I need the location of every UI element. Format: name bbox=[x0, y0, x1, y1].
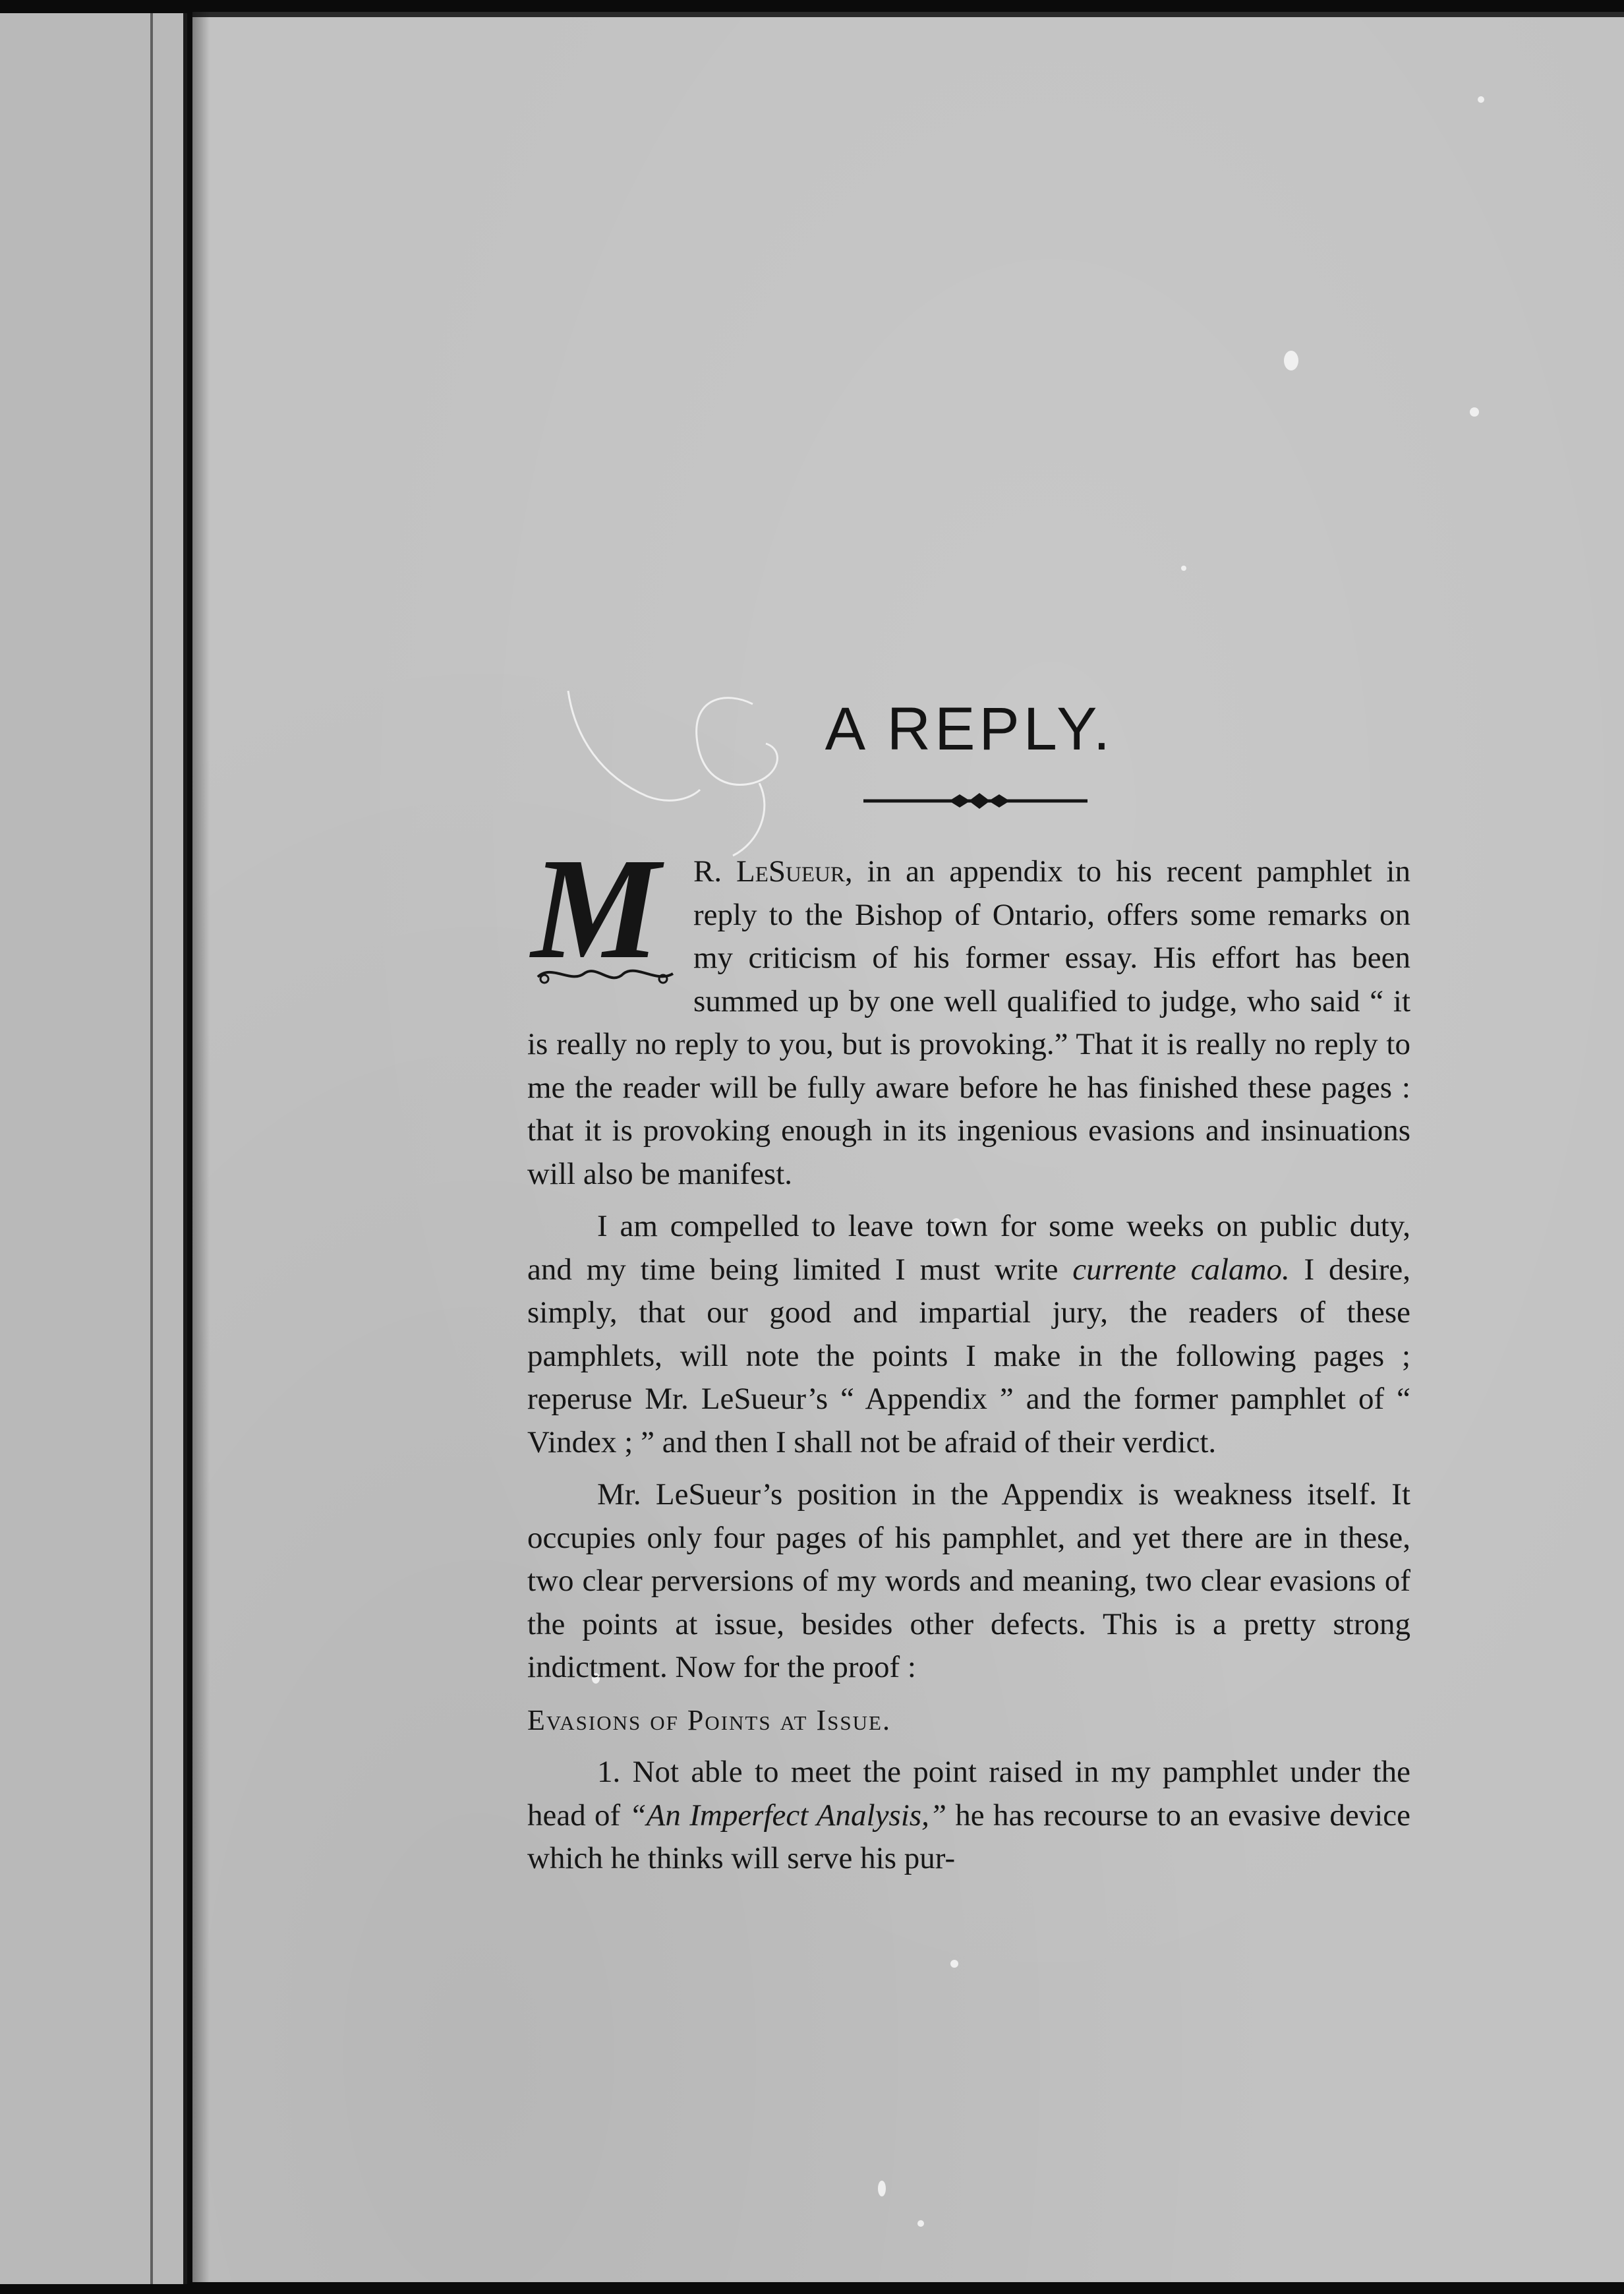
dropcap-letter: M bbox=[531, 845, 660, 989]
scan-speck bbox=[1181, 566, 1186, 571]
page-top-edge bbox=[192, 12, 1624, 17]
facing-page-edge bbox=[0, 13, 187, 2284]
paragraph-4-number: 1. bbox=[597, 1755, 621, 1789]
scan-speck bbox=[917, 2220, 924, 2227]
paragraph-3-text: Mr. LeSueur’s position in the Appendix is weakness itself. It occupies only four pages of his pamphlet, and yet there are in these, two clear perversions of my words and meaning, two clear evasions of the points at issue, besides other defects. This is a pretty strong indictment. Now for the proof : bbox=[527, 1477, 1410, 1684]
paragraph-2-italic: currente calamo. bbox=[1072, 1252, 1290, 1287]
paragraph-4-italic: “An Imperfect Analysis,” bbox=[629, 1798, 946, 1833]
paragraph-1 bbox=[527, 845, 1410, 1196]
paragraph-3 bbox=[527, 1473, 1410, 1690]
body-text bbox=[527, 845, 1411, 1890]
paragraph-1-text: , in an appendix to his recent pamphlet in reply to the Bishop of Ontario, offers some remarks on my criticism of his former essay. His effort has been summed up by one well qualified to judge, who said “ it is really no reply to you, but is provoking.” That it is really no reply to me the reader will be fully aware before he has finished these pages : that it is provoking enough in its ingenious evasions and insinuations will also be manifest. bbox=[527, 854, 1410, 1191]
page-crease bbox=[150, 13, 153, 2284]
scan-speck bbox=[1284, 351, 1298, 370]
paragraph-4-after: he has recourse to an evasive device which he thinks will serve his pur- bbox=[527, 1798, 1410, 1875]
page-gutter-shadow bbox=[192, 12, 210, 2282]
paragraph-1-lead: R. bbox=[693, 854, 737, 889]
scan-speck bbox=[950, 1960, 958, 1968]
scan-speck bbox=[878, 2181, 886, 2196]
title-ornament-rule bbox=[863, 791, 1088, 811]
paragraph-2-before: I am compelled to leave town for some weeks on public duty, and my time being limited I must write bbox=[527, 1209, 1410, 1287]
paragraph-4-before: Not able to meet the point raised in my pamphlet under the head of bbox=[527, 1755, 1410, 1833]
decorative-initial-m bbox=[525, 845, 683, 991]
scan-speck bbox=[1470, 407, 1479, 417]
scan-speck bbox=[1478, 96, 1484, 103]
paragraph-2 bbox=[527, 1205, 1410, 1464]
paragraph-2-after: I desire, simply, that our good and impartial jury, the readers of these pamphlets, will note the points I make in the following pages ; reperuse Mr. LeSueur’s “ Appendix ” and the former pamphlet of “ Vindex ; ” and then I shall not be afraid of their verdict. bbox=[527, 1252, 1411, 1459]
paragraph-4 bbox=[527, 1751, 1410, 1881]
page-title: A REPLY. bbox=[825, 695, 1115, 763]
paragraph-1-name: LeSueur bbox=[736, 854, 845, 889]
section-heading: Evasions of Points at Issue. bbox=[527, 1703, 891, 1736]
